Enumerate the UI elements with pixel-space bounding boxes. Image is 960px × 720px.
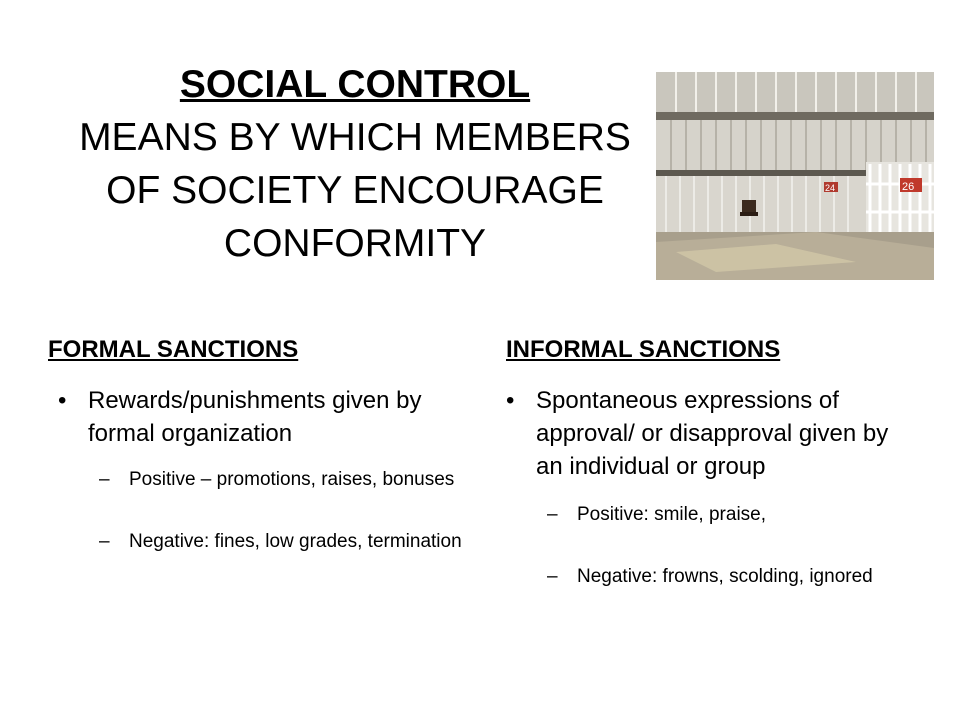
sub-list-item [496,561,916,593]
bullet-text: Spontaneous expressions of approval/ or disapproval given by an individual or group [536,387,889,480]
list-item [496,384,916,483]
sub-list-item [496,499,916,531]
list-item [48,384,468,450]
slide-title [60,58,650,270]
sub-list-item [48,464,468,496]
sub-list-item [48,526,468,558]
sub-item-text: Negative: fines, low grades, termination [129,531,462,552]
formal-sanctions-column [48,384,468,558]
title-subtitle: MEANS BY WHICH MEMBERS OF SOCIETY ENCOURAGE CONFORMITY [79,116,631,265]
bullet-text: Rewards/punishments given by formal organization [88,387,422,447]
sub-item-text: Negative: frowns, scolding, ignored [577,566,873,587]
formal-sanctions-heading: FORMAL SANCTIONS [48,336,299,363]
bullet-marker: • [58,387,67,414]
informal-sanctions-heading: INFORMAL SANCTIONS [506,336,781,363]
cell-number-26: 26 [902,181,915,193]
dash-marker: – [547,504,558,525]
informal-sanctions-column [496,384,916,593]
cell-number-24: 24 [825,183,836,193]
title-main: SOCIAL CONTROL [179,63,531,106]
dash-marker: – [547,566,558,587]
bullet-marker: • [506,387,515,414]
dash-marker: – [99,531,110,552]
sub-item-text: Positive: smile, praise, [577,504,767,525]
prison-cells-photo [656,72,934,280]
dash-marker: – [99,469,110,490]
sub-item-text: Positive – promotions, raises, bonuses [129,469,455,490]
